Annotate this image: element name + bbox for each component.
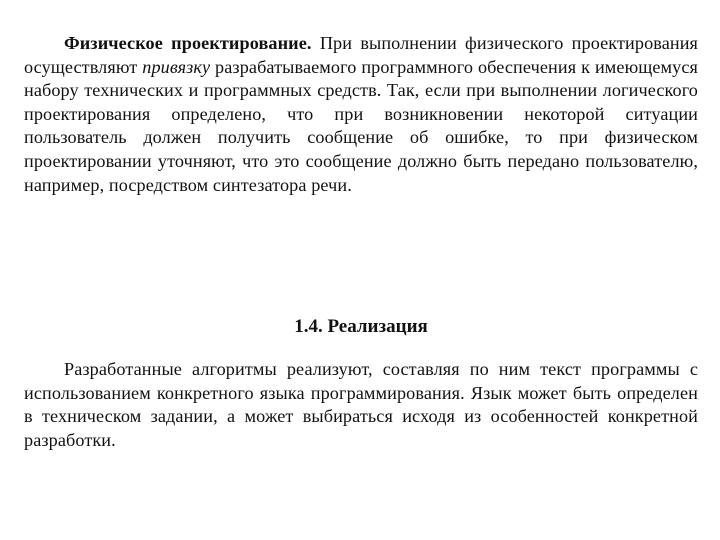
physical-design-text-start: При выполнении физического проектирования осуществляют xyxy=(24,33,699,77)
physical-design-paragraph xyxy=(24,32,698,197)
document-page xyxy=(24,32,699,450)
binding-term: привязку xyxy=(142,56,211,77)
physical-design-text-end: разрабатываемого программного обеспечения к имеющемуся набору технических и программных средств. Так, если при выполнении логического проектирования определено, что при возникновении некоторой ситуации пользователь должен получить сообщение об ошибке, то при физическом проектировании уточняют, что это сообщение должно быть передано пользователю, например, посредством синтезатора речи. xyxy=(24,56,698,195)
section-heading: 1.4. Реализация xyxy=(294,316,428,337)
implementation-paragraph: Разработанные алгоритмы реализуют, составляя по ним текст программы с использованием конкретного языка программирования. Язык может быть определен в техническом задании, а может выбираться исходя из особенностей конкретной разработки. xyxy=(24,359,698,450)
physical-design-lead: Физическое проектирование. xyxy=(64,33,312,53)
